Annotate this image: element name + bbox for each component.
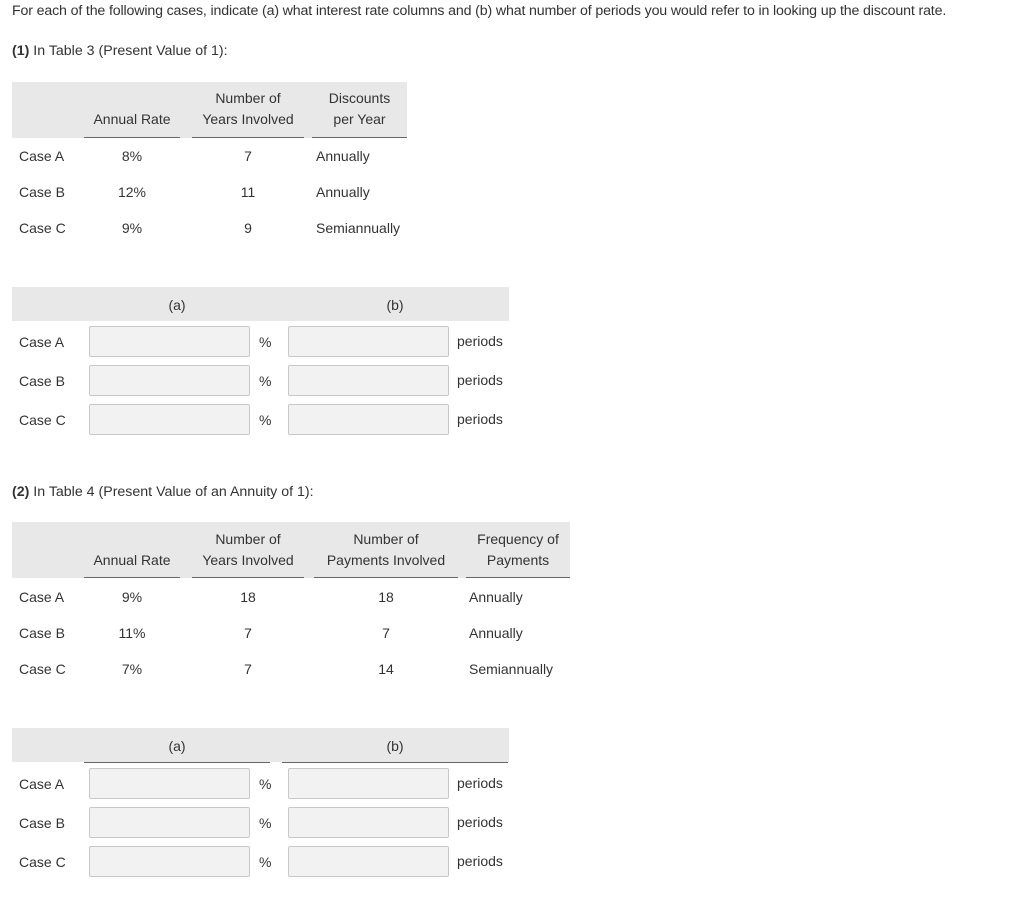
t2-col-years-line1: Number of (215, 531, 281, 547)
a1-periods-input[interactable] (288, 326, 449, 357)
t2-frequency-cell: Annually (469, 589, 523, 605)
a2-row-label: Case A (19, 776, 65, 792)
t2-frequency-cell: Annually (469, 625, 523, 641)
t1-row-label: Case C (19, 220, 66, 236)
t2-underline-payments (314, 577, 458, 578)
percent-sign: % (259, 412, 272, 428)
t2-rate-cell: 11% (118, 625, 146, 641)
percent-sign: % (259, 854, 272, 870)
t1-row-label: Case A (19, 148, 65, 164)
a2-col-b: (b) (386, 738, 404, 754)
t2-payments-cell: 14 (378, 661, 394, 677)
a1-rate-input[interactable] (89, 365, 250, 396)
percent-sign: % (259, 334, 272, 350)
t2-col-rate: Annual Rate (93, 552, 171, 568)
t2-payments-cell: 7 (382, 625, 390, 641)
t2-underline-years (192, 577, 304, 578)
t1-rate-cell: 8% (121, 148, 143, 164)
a1-periods-input[interactable] (288, 404, 449, 435)
t2-underline-rate (84, 577, 180, 578)
periods-unit: periods (457, 814, 503, 830)
t1-rate-cell: 9% (121, 220, 143, 236)
instructions: For each of the following cases, indicate (a) what interest rate columns and (b) what number of periods you would refer to in looking up the discount rate. (12, 3, 947, 19)
t2-row-label: Case A (19, 589, 65, 605)
t2-underline-frequency (466, 577, 570, 578)
t2-payments-cell: 18 (378, 589, 394, 605)
t1-col-rate: Annual Rate (93, 111, 171, 127)
periods-unit: periods (457, 411, 503, 427)
percent-sign: % (259, 815, 272, 831)
a2-periods-input[interactable] (288, 768, 449, 799)
a1-rate-input[interactable] (89, 326, 250, 357)
a2-underline-b (282, 762, 508, 763)
t2-rate-cell: 7% (121, 661, 143, 677)
t2-col-frequency-line1: Frequency of (477, 531, 559, 547)
t1-discounts-cell: Annually (316, 184, 370, 200)
t1-row-label: Case B (19, 184, 65, 200)
a1-rate-input[interactable] (89, 404, 250, 435)
a1-col-a: (a) (168, 297, 186, 313)
t2-years-cell: 7 (244, 661, 252, 677)
t1-col-years-line1: Number of (215, 90, 281, 106)
a1-col-b: (b) (386, 297, 404, 313)
percent-sign: % (259, 776, 272, 792)
a1-row-label: Case A (19, 334, 65, 350)
t1-discounts-cell: Semiannually (316, 220, 401, 236)
t1-underline-years (192, 137, 304, 138)
t1-discounts-cell: Annually (316, 148, 370, 164)
periods-unit: periods (457, 372, 503, 388)
t1-years-cell: 11 (240, 184, 256, 200)
t2-years-cell: 7 (244, 625, 252, 641)
a2-row-label: Case C (19, 854, 66, 870)
t2-col-years-line2: Years Involved (202, 552, 294, 568)
periods-unit: periods (457, 775, 503, 791)
t1-col-years-line2: Years Involved (202, 111, 294, 127)
t1-col-discounts-line2: per Year (333, 111, 386, 127)
part2-title: In Table 4 (Present Value of an Annuity of 1): (33, 484, 314, 500)
t2-frequency-cell: Semiannually (469, 661, 554, 677)
a1-periods-input[interactable] (288, 365, 449, 396)
t2-row-label: Case B (19, 625, 65, 641)
t2-col-payments-line2: Payments Involved (326, 552, 446, 568)
a2-periods-input[interactable] (288, 846, 449, 877)
t1-underline-discounts (312, 137, 407, 138)
percent-sign: % (259, 373, 272, 389)
t2-row-label: Case C (19, 661, 66, 677)
part1-title: In Table 3 (Present Value of 1): (33, 43, 228, 59)
a2-rate-input[interactable] (89, 807, 250, 838)
periods-unit: periods (457, 333, 503, 349)
a2-row-label: Case B (19, 815, 65, 831)
a2-col-a: (a) (168, 738, 186, 754)
a2-underline-a (84, 762, 270, 763)
a2-rate-input[interactable] (89, 768, 250, 799)
t2-rate-cell: 9% (121, 589, 143, 605)
t2-years-cell: 18 (240, 589, 256, 605)
t1-underline-rate (84, 137, 180, 138)
t2-col-frequency-line2: Payments (486, 552, 550, 568)
a1-row-label: Case C (19, 412, 66, 428)
part1-heading (12, 43, 228, 59)
a1-row-label: Case B (19, 373, 65, 389)
a2-periods-input[interactable] (288, 807, 449, 838)
t2-col-payments-line1: Number of (353, 531, 419, 547)
part2-heading (12, 484, 314, 500)
part2-number: (2) (12, 484, 30, 500)
t1-rate-cell: 12% (117, 184, 147, 200)
t1-years-cell: 7 (244, 148, 252, 164)
periods-unit: periods (457, 853, 503, 869)
t1-col-discounts-line1: Discounts (328, 90, 391, 106)
t1-years-cell: 9 (244, 220, 252, 236)
a2-rate-input[interactable] (89, 846, 250, 877)
part1-number: (1) (12, 43, 30, 59)
